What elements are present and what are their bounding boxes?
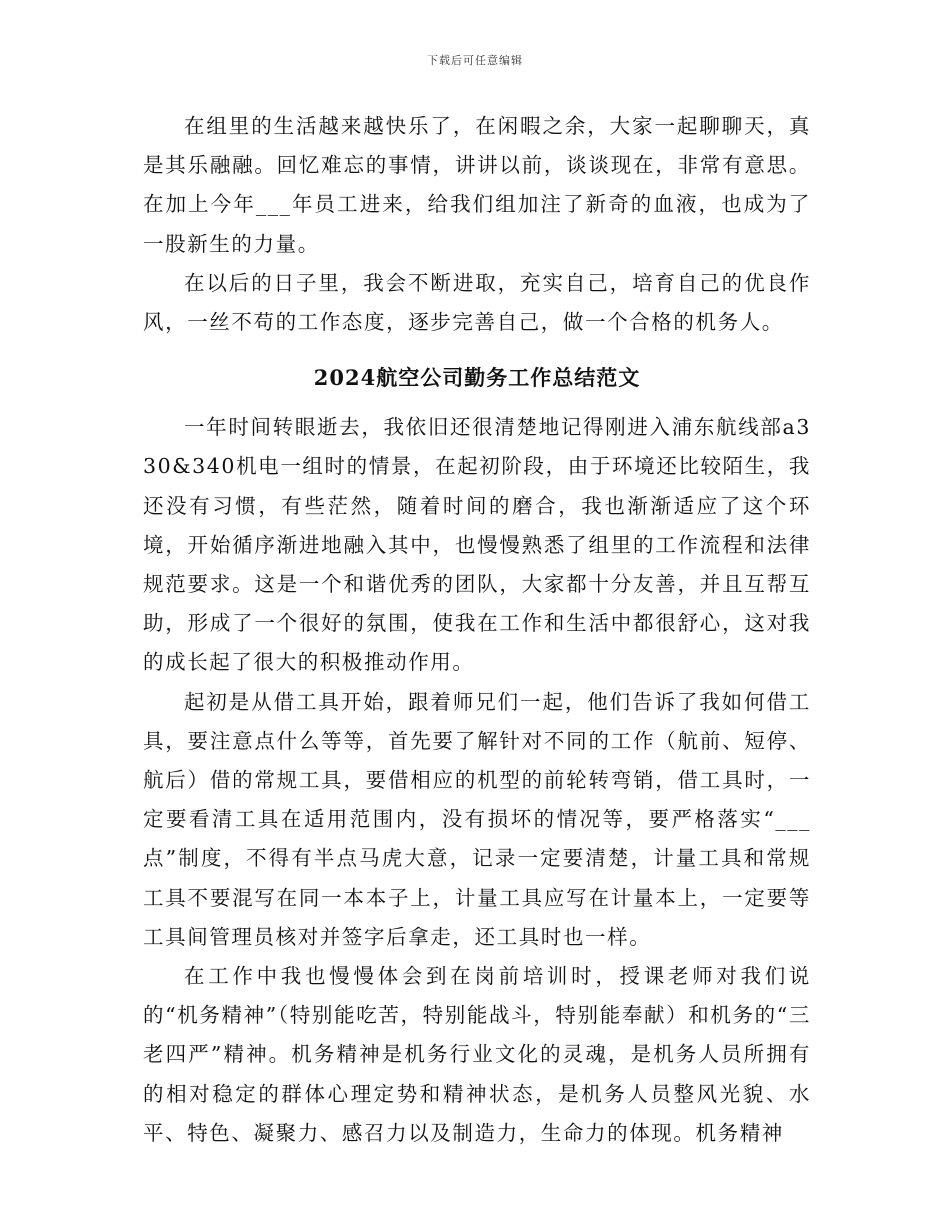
page-header: 下载后可任意编辑 — [427, 54, 523, 67]
paragraph: 起初是从借工具开始，跟着师兄们一起，他们告诉了我如何借工具，要注意点什么等等，首先要了解针对不同的工作（航前、短停、航后）借的常规工具，要借相应的机型的前轮转弯销，借工具时，一定要看清工具在适用范围内，没有损坏的情况等，要严格落实“___点”制度，不得有半点马虎大意，记录一定要清楚，计量工具和常规工具不要混写在同一本本子上，计量工具应写在计量本上，一定要等工具间管理员核对并签字后拿走，还工具时也一样。 — [143, 689, 811, 949]
document-body — [143, 107, 811, 1153]
paragraph: 一年时间转眼逝去，我依旧还很清楚地记得刚进入浦东航线部a330&340机电一组时的情景，在起初阶段，由于环境还比较陌生，我还没有习惯，有些茫然，随着时间的磨合，我也渐渐适应了这个环境，开始循序渐进地融入其中，也慢慢熟悉了组里的工作流程和法律规范要求。这是一个和谐优秀的团队，大家都十分友善，并且互帮互助，形成了一个很好的氛围，使我在工作和生活中都很舒心，这对我的成长起了很大的积极推动作用。 — [143, 415, 811, 675]
article-title: 2024航空公司勤务工作总结范文 — [313, 365, 641, 391]
paragraph: 在工作中我也慢慢体会到在岗前培训时，授课老师对我们说的“机务精神”（特别能吃苦，特别能战斗，特别能奉献）和机务的“三老四严”精神。机务精神是机务行业文化的灵魂，是机务人员所拥有的相对稳定的群体心理定势和精神状态，是机务人员整风光貌、水平、特色、凝聚力、感召力以及制造力，生命力的体现。机务精神 — [143, 964, 811, 1145]
paragraph: 在以后的日子里，我会不断进取，充实自己，培育自己的优良作风，一丝不苟的工作态度，逐步完善自己，做一个合格的机务人。 — [143, 270, 811, 335]
paragraph: 在组里的生活越来越快乐了，在闲暇之余，大家一起聊聊天，真是其乐融融。回忆难忘的事情，讲讲以前，谈谈现在，非常有意思。在加上今年___年员工进来，给我们组加注了新奇的血液，也成为了一股新生的力量。 — [143, 114, 811, 256]
